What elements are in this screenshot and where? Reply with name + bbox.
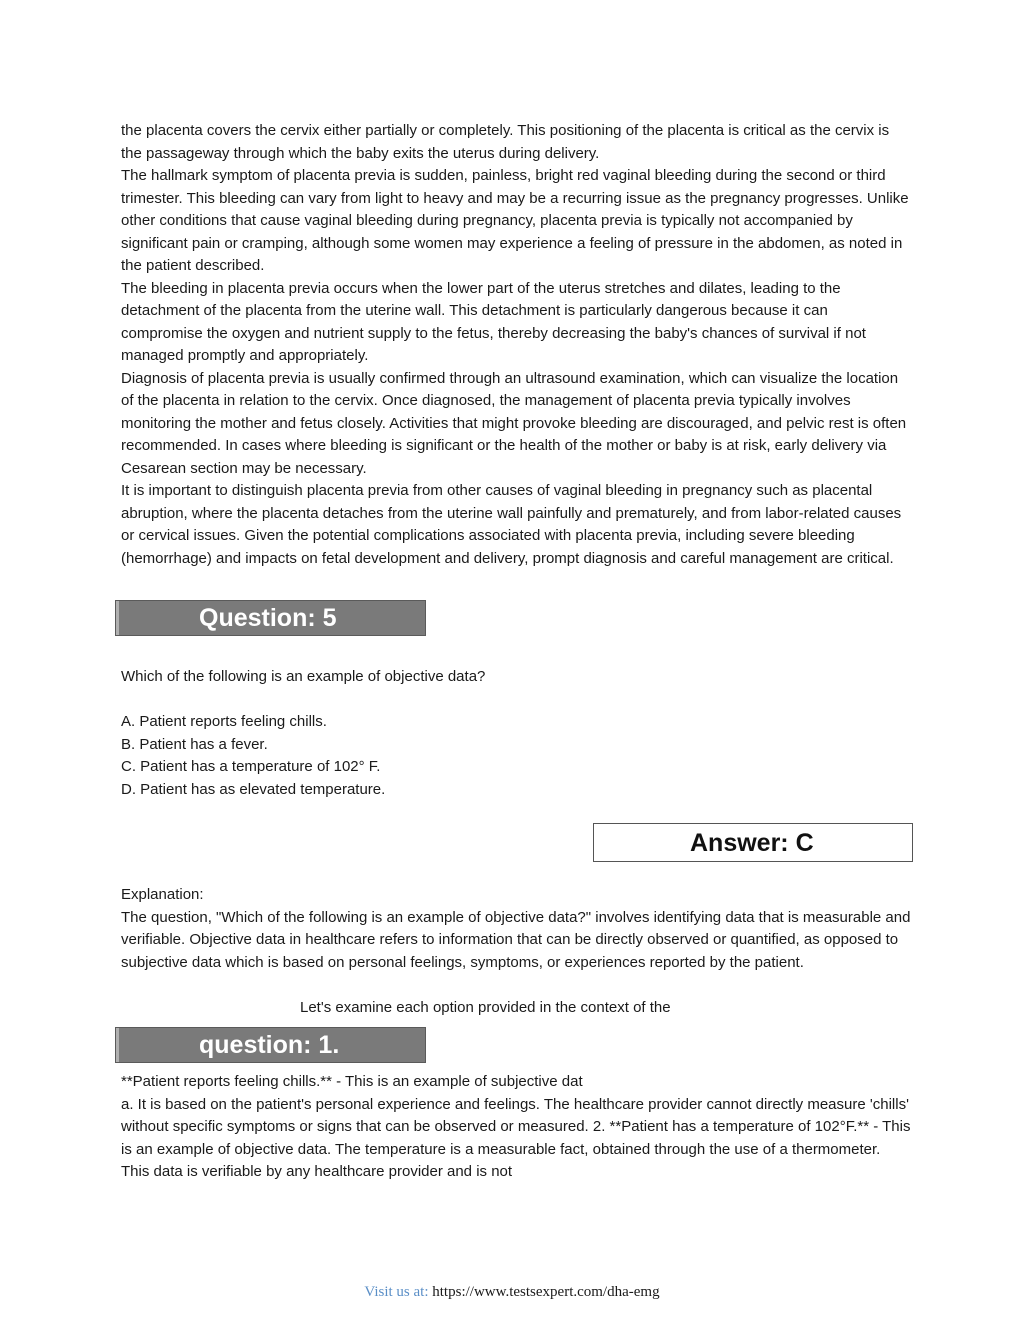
paragraph: It is important to distinguish placenta previa from other causes of vaginal bleeding in pregnancy such as placental abruption, where the placenta detaches from the uterine wall painfully and prematurely, and from labor-related causes or cervical issues. Given the potential complications associated with placenta previa, including severe bleeding (hemorrhage) and impacts on fetal development and delivery, prompt diagnosis and careful management are critical. <box>121 482 902 567</box>
explanation-centered-line: Let's examine each option provided in the context of the <box>300 999 671 1016</box>
explanation <box>121 884 911 974</box>
option-b: B. Patient has a fever. <box>121 735 268 753</box>
question-banner-label: Question: 5 <box>199 604 337 632</box>
question-text: Which of the following is an example of objective data? <box>121 668 486 685</box>
paragraph: the placenta covers the cervix either partially or completely. This positioning of the placenta is critical as the cervix is the passageway through which the baby exits the uterus during delivery. <box>121 122 890 162</box>
footer-link[interactable]: https://www.testsexpert.com/dha-emg <box>432 1284 660 1300</box>
sub-question-banner-label: question: 1. <box>199 1031 340 1059</box>
question-banner <box>115 600 426 636</box>
option-a: A. Patient reports feeling chills. <box>121 713 327 730</box>
paragraph: Diagnosis of placenta previa is usually confirmed through an ultrasound examination, which can visualize the location of the placenta in relation to the cervix. Once diagnosed, the management of placenta previa typically involves monitoring the mother and fetus closely. Activities that might provoke bleeding are discouraged, and pelvic rest is often recommended. In cases where bleeding is significant or the health of the mother or baby is at risk, early delivery via Cesarean section may be necessary. <box>121 369 907 477</box>
option-d: D. Patient has as elevated temperature. <box>121 780 386 798</box>
option-c: C. Patient has a temperature of 102° F. <box>121 758 381 775</box>
paragraph: **Patient reports feeling chills.** - This is an example of subjective dat <box>121 1073 583 1090</box>
question-prompt <box>121 666 911 689</box>
paragraph: The bleeding in placenta previa occurs when the lower part of the uterus stretches and dilates, leading to the detachment of the placenta from the uterine wall. This detachment is particularly dangerous because it can compromise the oxygen and nutrient supply to the fetus, thereby decreasing the baby's chances of survival if not managed promptly and appropriately. <box>121 279 866 364</box>
footer <box>0 1284 1024 1301</box>
answer-box <box>593 823 913 862</box>
explanation-heading: Explanation: <box>121 886 204 903</box>
explanation-continuation <box>121 1071 911 1184</box>
answer-options <box>121 711 911 801</box>
paragraph: The hallmark symptom of placenta previa is sudden, painless, bright red vaginal bleeding during the second or third trimester. This bleeding can vary from light to heavy and may be a recurring issue as the pregnancy progresses. Unlike other conditions that cause vaginal bleeding during pregnancy, placenta previa is typically not accompanied by significant pain or cramping, although some women may experience a feeling of pressure in the abdomen, as noted in the patient described. <box>121 167 909 274</box>
sub-question-banner <box>115 1027 426 1063</box>
answer-label: Answer: C <box>690 829 814 857</box>
intro-text <box>121 120 911 570</box>
footer-label: Visit us at: <box>364 1284 429 1300</box>
explanation-body: The question, "Which of the following is an example of objective data?" involves identifying data that is measurable and verifiable. Objective data in healthcare refers to information that can be directly observed or quantified, as opposed to subjective data which is based on personal feelings, symptoms, or experiences reported by the patient. <box>121 908 911 971</box>
paragraph: a. It is based on the patient's personal experience and feelings. The healthcare provider cannot directly measure 'chills' without specific symptoms or signs that can be observed or measured. 2. **Patient has a temperature of 102°F.** - This is an example of objective data. The temperature is a measurable fact, obtained through the use of a thermometer. This data is verifiable by any healthcare provider and is not <box>121 1095 911 1180</box>
